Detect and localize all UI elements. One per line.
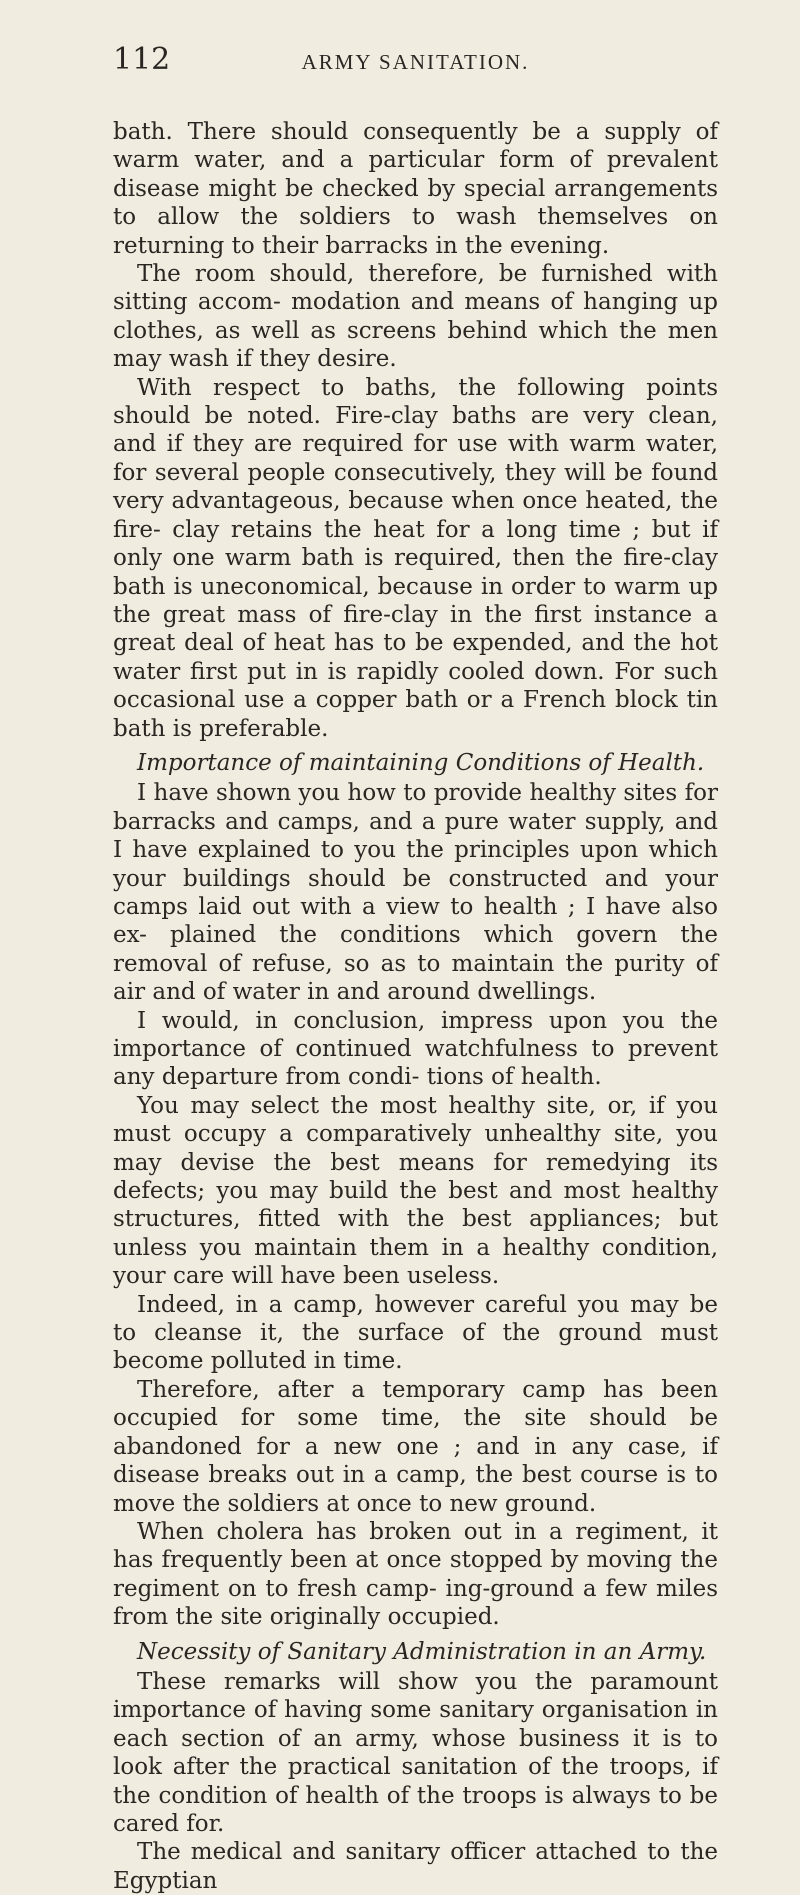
paragraph: bath. There should consequently be a supply of warm water, and a particular form of prevalent disease might be checked by special arrangements to allow the soldiers to wash themselves on returning to their barracks in the evening. xyxy=(113,119,718,259)
paragraph: These remarks will show you the paramount importance of having some sanitary organisation in each section of an army, whose business it is to look after the practical sanitation of the troops, if the condition of health of the troops is always to be cared for. xyxy=(113,1668,718,1837)
page-header xyxy=(113,42,718,87)
paragraph: I would, in conclusion, impress upon you the importance of continued watchfulness to prevent any departure from condi- tions of health. xyxy=(113,1007,718,1091)
running-head: ARMY SANITATION. xyxy=(301,50,530,74)
book-page xyxy=(0,42,800,1894)
page-body xyxy=(113,118,718,1895)
paragraph: When cholera has broken out in a regiment, it has frequently been at once stopped by moving the regiment on to fresh camp- ing-ground a few miles from the site originally occupied. xyxy=(113,1518,718,1631)
paragraph: Indeed, in a camp, however careful you may be to cleanse it, the surface of the ground must become polluted in time. xyxy=(113,1291,718,1375)
paragraph: You may select the most healthy site, or, if you must occupy a comparatively unhealthy site, you may devise the best means for remedying its defects; you may build the best and most healthy structures, fitted with the best appliances; but unless you maintain them in a healthy condition, your care will have been useless. xyxy=(113,1092,718,1290)
page-number: 112 xyxy=(113,42,171,77)
paragraph: The medical and sanitary officer attached to the Egyptian xyxy=(113,1839,718,1894)
paragraph: With respect to baths, the following points should be noted. Fire-clay baths are very clean, and if they are required for use with warm water, for several people consecutively, they will be found very advantageous, because when once heated, the fire- clay retains the heat for a long time ; but if only one warm bath is required, then the fire-clay bath is uneconomical, because in order to warm up the great mass of fire-clay in the first instance a great deal of heat has to be expended, and the hot water first put in is rapidly cooled down. For such occasional use a copper bath or a French block tin bath is preferable. xyxy=(113,374,718,742)
paragraph: The room should, therefore, be furnished with sitting accom- modation and means of hanging up clothes, as well as screens behind which the men may wash if they desire. xyxy=(113,261,718,373)
section-heading: Necessity of Sanitary Administration in an Army. xyxy=(137,1638,707,1665)
paragraph: I have shown you how to provide healthy sites for barracks and camps, and a pure water supply, and I have explained to you the principles upon which your buildings should be constructed and your camps laid out with a view to health ; I have also ex- plained the conditions which govern the removal of refuse, so as to maintain the purity of air and of water in and around dwellings. xyxy=(113,780,718,1006)
paragraph: Therefore, after a temporary camp has been occupied for some time, the site should be abandoned for a new one ; and in any case, if disease breaks out in a camp, the best course is to move the soldiers at once to new ground. xyxy=(113,1376,718,1517)
section-heading: Importance of maintaining Conditions of Health. xyxy=(137,749,705,776)
